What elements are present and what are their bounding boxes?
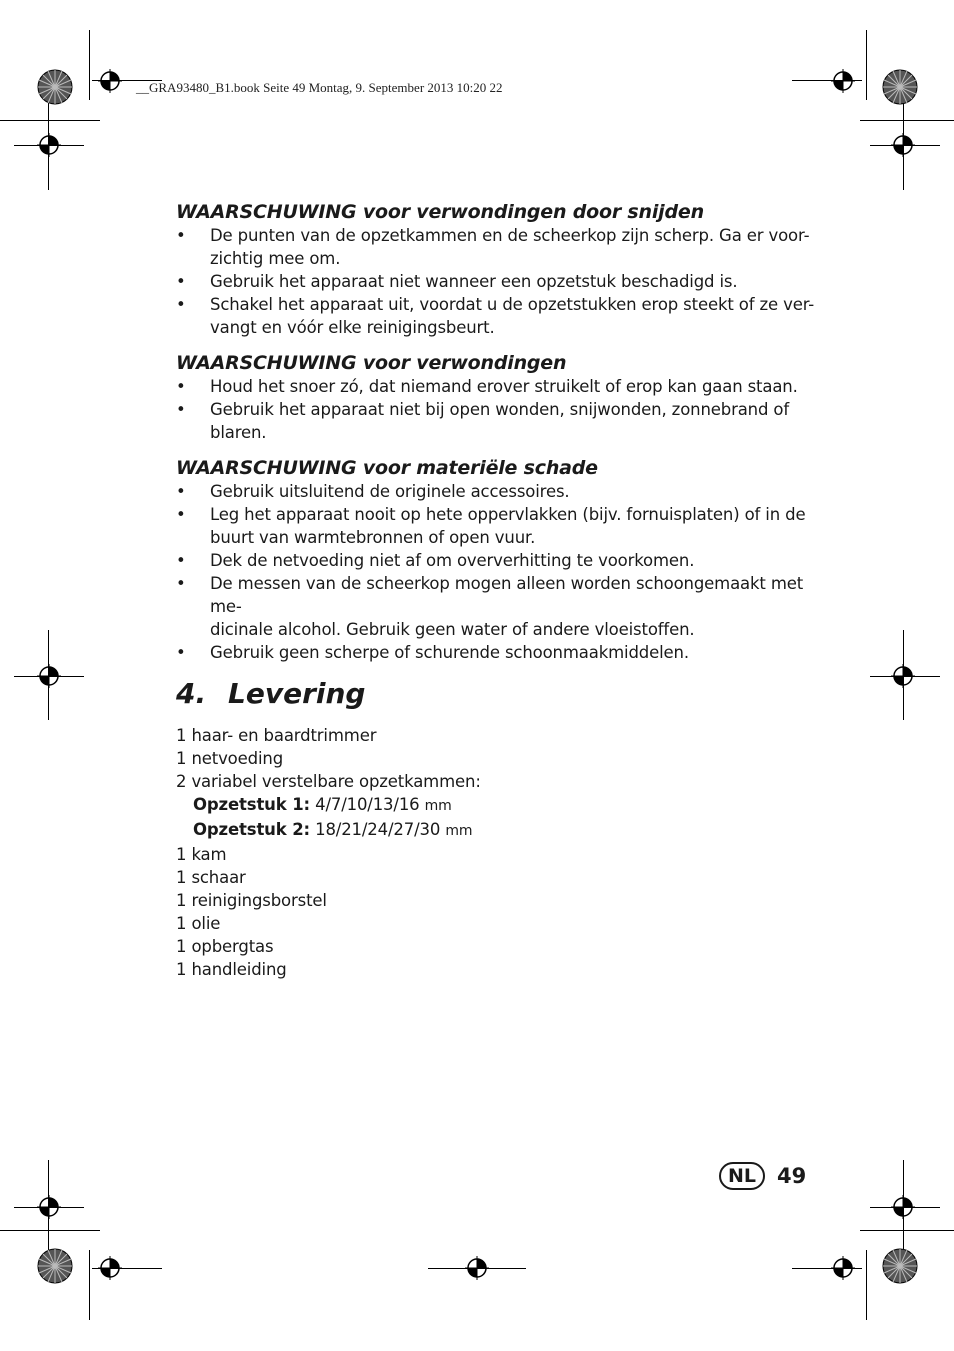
warning-list <box>176 375 816 444</box>
registration-target-icon <box>831 1256 855 1280</box>
attachment-line: Opzetstuk 2: 18/21/24/27/30 mm <box>193 820 473 839</box>
list-item: • Gebruik het apparaat niet wanneer een opzetstuk beschadigd is. <box>176 272 738 291</box>
page-number: 49 <box>777 1164 807 1188</box>
list-item: • Schakel het apparaat uit, voordat u de opzetstukken erop steekt of ze ver- vangt en vóór elke reinigingsbeurt. <box>176 295 815 337</box>
warning-heading: WAARSCHUWING voor verwondingen <box>176 352 567 374</box>
crop-mark <box>89 30 90 100</box>
list-item: • Gebruik geen scherpe of schurende schoonmaakmiddelen. <box>176 643 689 662</box>
attachment-line: Opzetstuk 1: 4/7/10/13/16 mm <box>193 795 452 814</box>
list-item: • De punten van de opzetkammen en de scheerkop zijn scherp. Ga er voor- zichtig mee om. <box>176 226 810 268</box>
registration-target-icon <box>831 69 855 93</box>
section-number: 4. <box>176 677 207 710</box>
list-item: 1 haar- en baardtrimmer <box>176 726 377 745</box>
crop-mark <box>0 1230 100 1231</box>
page-content <box>176 200 816 981</box>
crop-mark <box>89 1250 90 1320</box>
page-footer <box>719 1162 806 1190</box>
list-item: • Gebruik het apparaat niet bij open wonden, snijwonden, zonnebrand of blaren. <box>176 400 789 442</box>
language-badge: NL <box>719 1162 765 1190</box>
list-item: 1 netvoeding <box>176 749 284 768</box>
list-item: 1 opbergtas <box>176 937 274 956</box>
registration-target-icon <box>891 664 915 688</box>
registration-target-icon <box>37 664 61 688</box>
registration-target-icon <box>98 1256 122 1280</box>
delivery-list <box>176 724 816 981</box>
crop-mark <box>860 1230 954 1231</box>
list-item: 1 handleiding <box>176 960 287 979</box>
list-item: 1 reinigingsborstel <box>176 891 327 910</box>
registration-disc-icon <box>881 1247 919 1285</box>
list-item: 2 variabel verstelbare opzetkammen: <box>176 772 481 791</box>
crop-mark <box>0 120 100 121</box>
registration-disc-icon <box>36 68 74 106</box>
section-title <box>176 676 816 712</box>
list-item: • Houd het snoer zó, dat niemand erover struikelt of erop kan gaan staan. <box>176 377 798 396</box>
registration-target-icon <box>37 133 61 157</box>
warning-heading: WAARSCHUWING voor materiële schade <box>176 457 598 479</box>
registration-target-icon <box>465 1256 489 1280</box>
list-item: • Dek de netvoeding niet af om oververhitting te voorkomen. <box>176 551 695 570</box>
list-item: • Gebruik uitsluitend de originele accessoires. <box>176 482 570 501</box>
crop-mark <box>860 120 954 121</box>
registration-disc-icon <box>36 1247 74 1285</box>
section-title-text: Levering <box>228 677 366 710</box>
print-header: __GRA93480_B1.book Seite 49 Montag, 9. September 2013 10:20 22 <box>136 80 503 95</box>
crop-mark <box>866 30 867 100</box>
registration-disc-icon <box>881 68 919 106</box>
list-item: • De messen van de scheerkop mogen alleen worden schoongemaakt met me- dicinale alcohol. Gebruik geen water of andere vloeistoffen. <box>176 574 804 639</box>
warning-heading: WAARSCHUWING voor verwondingen door snijden <box>176 201 704 223</box>
registration-target-icon <box>98 69 122 93</box>
registration-target-icon <box>891 133 915 157</box>
crop-mark <box>866 1250 867 1320</box>
warning-list <box>176 480 816 664</box>
registration-target-icon <box>891 1195 915 1219</box>
list-item: 1 kam <box>176 845 227 864</box>
list-item: • Leg het apparaat nooit op hete oppervlakken (bijv. fornuisplaten) of in de buurt van warmtebronnen of open vuur. <box>176 505 806 547</box>
registration-target-icon <box>37 1195 61 1219</box>
list-item: 1 olie <box>176 914 221 933</box>
list-item: 1 schaar <box>176 868 246 887</box>
warning-list <box>176 224 816 339</box>
